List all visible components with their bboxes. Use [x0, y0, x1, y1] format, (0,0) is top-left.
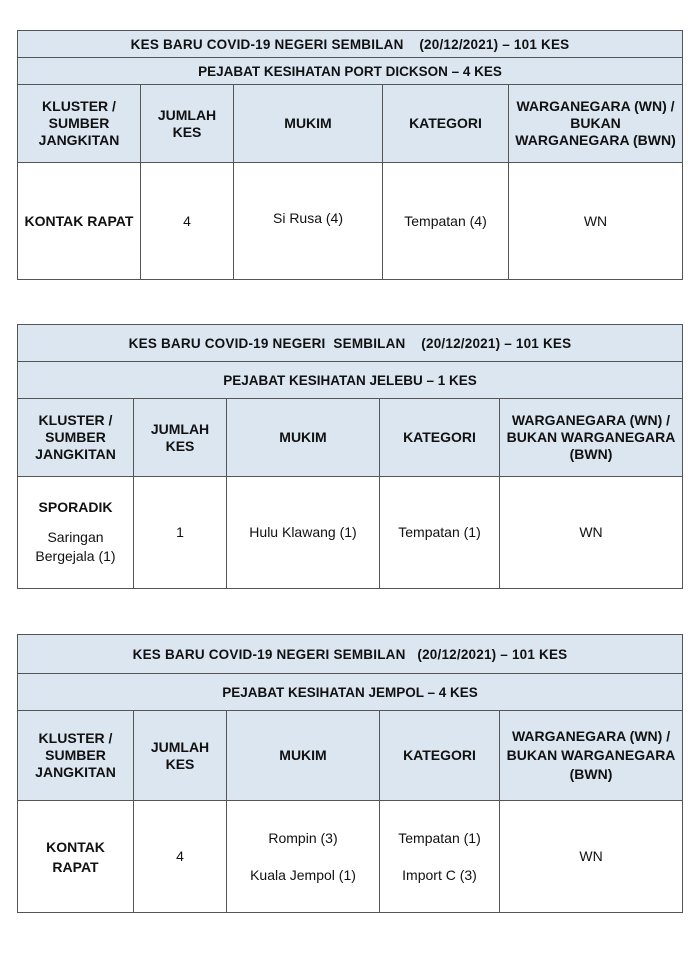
- kategori-item: Tempatan (4): [404, 212, 487, 229]
- table-title: KES BARU COVID-19 NEGERI SEMBILAN (20/12/2021) – 101 KES: [18, 325, 683, 362]
- table-title: KES BARU COVID-19 NEGERI SEMBILAN (20/12/2021) – 101 KES: [18, 31, 683, 58]
- kluster-label: KONTAK RAPAT: [24, 212, 134, 229]
- header-kategori: KATEGORI: [383, 85, 509, 163]
- cell-mukim: [234, 163, 383, 280]
- kluster-label: KONTAK RAPAT: [46, 838, 105, 875]
- mukim-item: Rompin (3): [268, 829, 338, 846]
- table-port-dickson: [17, 30, 683, 280]
- kategori-item: Tempatan (1): [398, 524, 481, 540]
- kategori-item: Import C (3): [402, 866, 477, 883]
- mukim-item: Hulu Klawang (1): [249, 524, 357, 540]
- header-kluster: KLUSTER / SUMBER JANGKITAN: [18, 711, 134, 801]
- table-jempol: [17, 634, 683, 913]
- header-kategori: KATEGORI: [380, 399, 500, 477]
- cell-kategori: [383, 163, 509, 280]
- header-jumlah: JUMLAH KES: [134, 711, 227, 801]
- cell-kluster: [18, 163, 141, 280]
- cell-mukim: [227, 801, 380, 913]
- header-jumlah: JUMLAH KES: [141, 85, 234, 163]
- header-mukim: MUKIM: [227, 711, 380, 801]
- mukim-item: Si Rusa (4): [272, 209, 344, 226]
- header-warganegara: WARGANEGARA (WN) / BUKAN WARGANEGARA (BWN): [500, 399, 683, 477]
- table-jelebu: [17, 324, 683, 589]
- cell-jumlah: 1: [134, 477, 227, 589]
- cell-kategori: [380, 801, 500, 913]
- header-kluster: KLUSTER / SUMBER JANGKITAN: [18, 85, 141, 163]
- kluster-label: SPORADIK: [38, 499, 113, 515]
- office-title: PEJABAT KESIHATAN JELEBU – 1 KES: [18, 362, 683, 399]
- header-kategori: KATEGORI: [380, 711, 500, 801]
- cell-kategori: [380, 477, 500, 589]
- cell-kluster: [18, 477, 134, 589]
- mukim-item: Kuala Jempol (1): [250, 866, 356, 883]
- office-title: PEJABAT KESIHATAN PORT DICKSON – 4 KES: [18, 58, 683, 85]
- table-title: KES BARU COVID-19 NEGERI SEMBILAN (20/12/2021) – 101 KES: [18, 635, 683, 674]
- cell-warganegara: WN: [500, 801, 683, 913]
- cell-warganegara: WN: [509, 163, 683, 280]
- cell-mukim: [227, 477, 380, 589]
- header-warganegara: WARGANEGARA (WN) / BUKAN WARGANEGARA (BWN): [500, 711, 683, 801]
- header-mukim: MUKIM: [227, 399, 380, 477]
- header-kluster: KLUSTER / SUMBER JANGKITAN: [18, 399, 134, 477]
- kategori-item: Tempatan (1): [398, 829, 481, 846]
- office-title: PEJABAT KESIHATAN JEMPOL – 4 KES: [18, 674, 683, 711]
- cell-jumlah: 4: [134, 801, 227, 913]
- header-jumlah: JUMLAH KES: [134, 399, 227, 477]
- cell-warganegara: WN: [500, 477, 683, 589]
- header-warganegara: WARGANEGARA (WN) / BUKAN WARGANEGARA (BWN): [509, 85, 683, 163]
- header-mukim: MUKIM: [234, 85, 383, 163]
- cell-jumlah: 4: [141, 163, 234, 280]
- kluster-detail: Saringan Bergejala (1): [35, 529, 116, 564]
- cell-kluster: [18, 801, 134, 913]
